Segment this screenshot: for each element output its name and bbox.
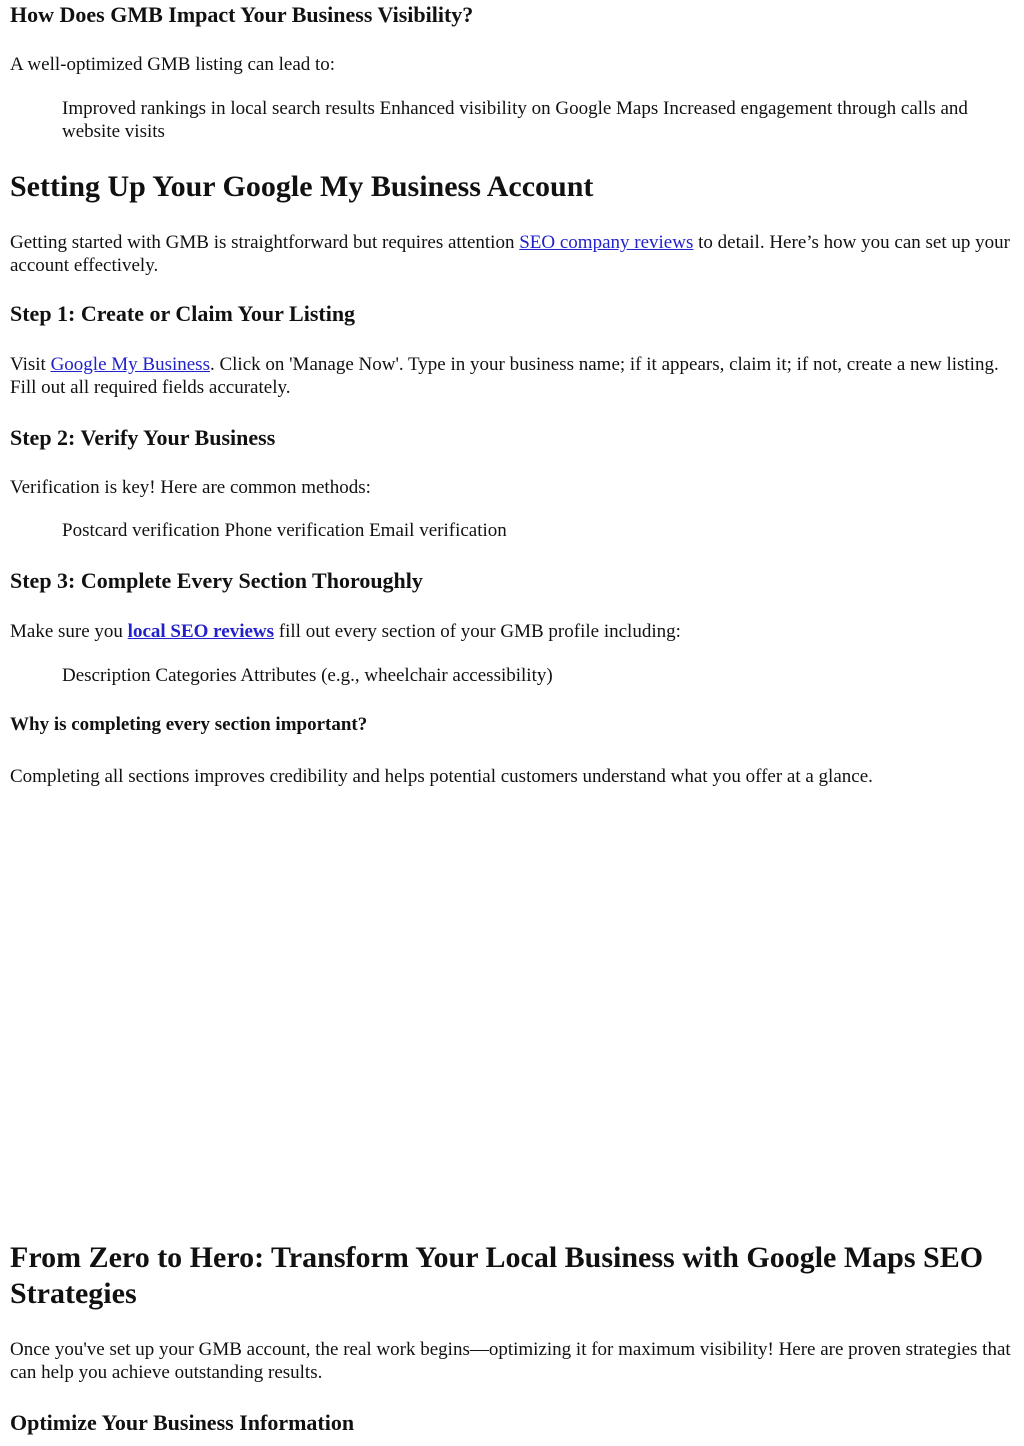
setup-text-after: to detail. Here’s how you can set up your account effectively.: [10, 232, 1010, 276]
hero-paragraph: Once you've set up your GMB account, the real work begins—optimizing it for maximum visibility! Here are proven strategies that can help you achieve outstanding results.: [10, 1339, 1011, 1383]
heading-why-complete: Why is completing every section important?: [10, 714, 368, 735]
heading-step2: Step 2: Verify Your Business: [10, 425, 276, 450]
gmb-impact-intro: A well-optimized GMB listing can lead to:: [10, 54, 336, 75]
step1-paragraph: [10, 353, 1014, 399]
step3-paragraph: [10, 620, 1014, 643]
google-my-business-link[interactable]: Google My Business: [50, 354, 210, 375]
step2-intro: Verification is key! Here are common methods:: [10, 477, 371, 498]
heading-step3: Step 3: Complete Every Section Thoroughly: [10, 568, 423, 593]
step3-list: Description Categories Attributes (e.g., wheelchair accessibility): [62, 665, 553, 686]
setup-paragraph: [10, 231, 1014, 277]
setup-text-before: Getting started with GMB is straightforward but requires attention: [10, 232, 520, 253]
step1-text-before: Visit: [10, 354, 51, 375]
heading-gmb-impact: How Does GMB Impact Your Business Visibility?: [10, 2, 474, 27]
heading-setup: Setting Up Your Google My Business Account: [10, 170, 594, 203]
step1-text-after: . Click on 'Manage Now'. Type in your business name; if it appears, claim it; if not, create a new listing. Fill out all required fields accurately.: [10, 354, 999, 398]
local-seo-reviews-link[interactable]: local SEO reviews: [127, 621, 275, 642]
why-paragraph: Completing all sections improves credibility and helps potential customers understand what you offer at a glance.: [10, 766, 873, 787]
step3-text-after: fill out every section of your GMB profile including:: [274, 621, 681, 642]
gmb-impact-list: Improved rankings in local search results Enhanced visibility on Google Maps Increased engagement through calls and website visits: [62, 98, 968, 142]
step2-list: Postcard verification Phone verification Email verification: [62, 520, 507, 541]
heading-zero-to-hero: From Zero to Hero: Transform Your Local Business with Google Maps SEO Strategies: [10, 1241, 984, 1310]
heading-optimize: Optimize Your Business Information: [10, 1410, 355, 1435]
seo-company-reviews-link[interactable]: SEO company reviews: [519, 232, 694, 253]
step3-text-before: Make sure you: [10, 621, 128, 642]
heading-step1: Step 1: Create or Claim Your Listing: [10, 301, 356, 326]
